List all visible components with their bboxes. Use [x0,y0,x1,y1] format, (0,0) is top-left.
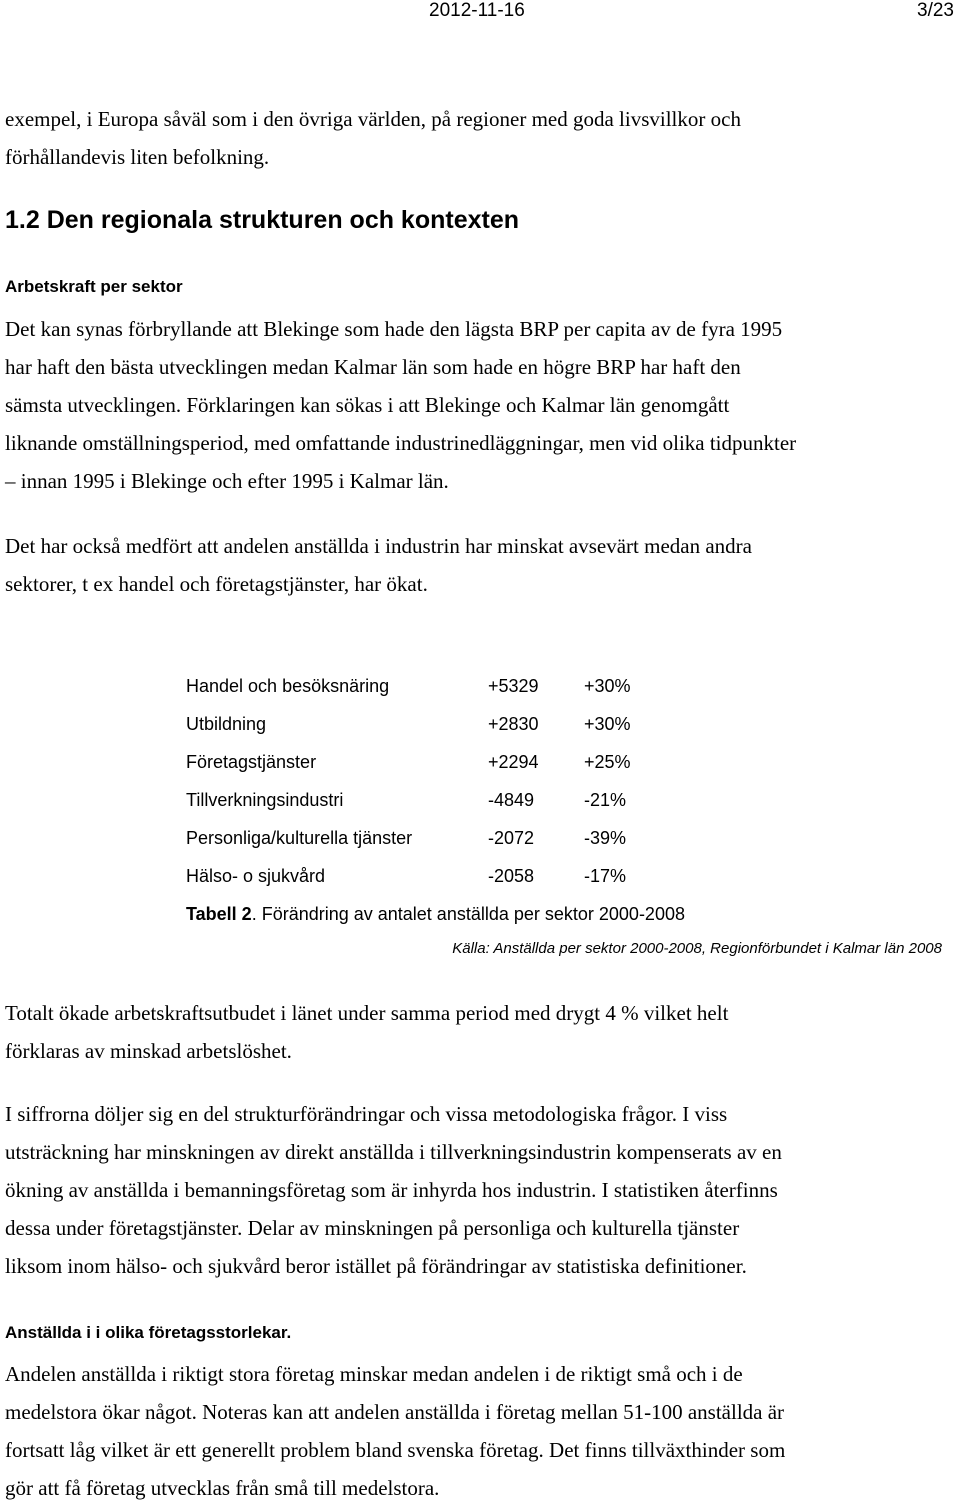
percent-cell: +30% [584,714,631,734]
table-row [186,857,686,895]
change-cell: -2072 [488,828,535,848]
change-cell: -4849 [488,790,535,810]
change-cell: +5329 [488,676,539,696]
change-cell: +2830 [488,714,539,734]
table-caption-label: Tabell 2 [186,904,252,924]
header-page-number: 3/23 [917,0,954,21]
header-date: 2012-11-16 [429,0,525,21]
sector-cell: Hälso- o sjukvård [186,866,326,886]
paragraph-5: Andelen anställda i riktigt stora företag minskar medan andelen i de riktigt små och i de medelstora ökar något. Noteras kan att andelen anställda i företag mellan 51-100 anställda är fortsatt låg vilket är ett generellt problem bland svenska företag. Det finns tillväxthinder som gör att få företag utvecklas från små till medelstora. [5,1362,786,1500]
change-cell: +2294 [488,752,539,772]
table-row [186,667,686,705]
table-row [186,819,686,857]
paragraph-4: I siffrorna döljer sig en del strukturförändringar och vissa metodologiska frågor. I viss utsträckning har minskningen av direkt anställda i tillverkningsindustrin kompenserats av en ökning av anställda i bemanningsföretag som är inhyrda hos industrin. I statistiken återfinns dessa under företagstjänster. Delar av minskningen på personliga och kulturella tjänster liksom inom hälso- och sjukvård beror istället på förändringar av statistiska definitioner. [5,1102,782,1278]
percent-cell: -17% [584,866,627,886]
paragraph-2: Det har också medfört att andelen anställda i industrin har minskat avsevärt medan andra sektorer, t ex handel och företagstjänster, har ökat. [5,534,752,596]
percent-cell: +30% [584,676,631,696]
paragraph-3: Totalt ökade arbetskraftsutbudet i länet under samma period med drygt 4 % vilket helt förklaras av minskad arbetslöshet. [5,1001,729,1063]
sector-cell: Handel och besöksnäring [186,676,390,696]
section-heading: 1.2 Den regionala strukturen och kontexten [5,206,520,234]
sector-cell: Personliga/kulturella tjänster [186,828,413,848]
table-row [186,781,686,819]
table-row [186,743,686,781]
sector-change-table [186,667,686,895]
table-caption-text: . Förändring av antalet anställda per sektor 2000-2008 [251,904,685,924]
change-cell: -2058 [488,866,535,886]
sector-cell: Företagstjänster [186,752,317,772]
sector-cell: Utbildning [186,714,267,734]
percent-cell: -39% [584,828,627,848]
intro-paragraph: exempel, i Europa såväl som i den övriga världen, på regioner med goda livsvillkor och förhållandevis liten befolkning. [5,107,741,169]
table-source: Källa: Anställda per sektor 2000-2008, Regionförbundet i Kalmar län 2008 [452,940,942,957]
subheading-foretagsstorlekar: Anställda i i olika företagsstorlekar. [5,1323,292,1342]
table-caption [186,900,685,928]
percent-cell: +25% [584,752,631,772]
percent-cell: -21% [584,790,627,810]
sector-cell: Tillverkningsindustri [186,790,344,810]
table-row [186,705,686,743]
paragraph-1: Det kan synas förbryllande att Blekinge som hade den lägsta BRP per capita av de fyra 1995 har haft den bästa utvecklingen medan Kalmar län som hade en högre BRP har haft den sämsta utvecklingen. Förklaringen kan sökas i att Blekinge och Kalmar län genomgått liknande omställningsperiod, med omfattande industrinedläggningar, men vid olika tidpunkter – innan 1995 i Blekinge och efter 1995 i Kalmar län. [5,317,797,493]
subheading-arbetskraft: Arbetskraft per sektor [5,277,183,296]
